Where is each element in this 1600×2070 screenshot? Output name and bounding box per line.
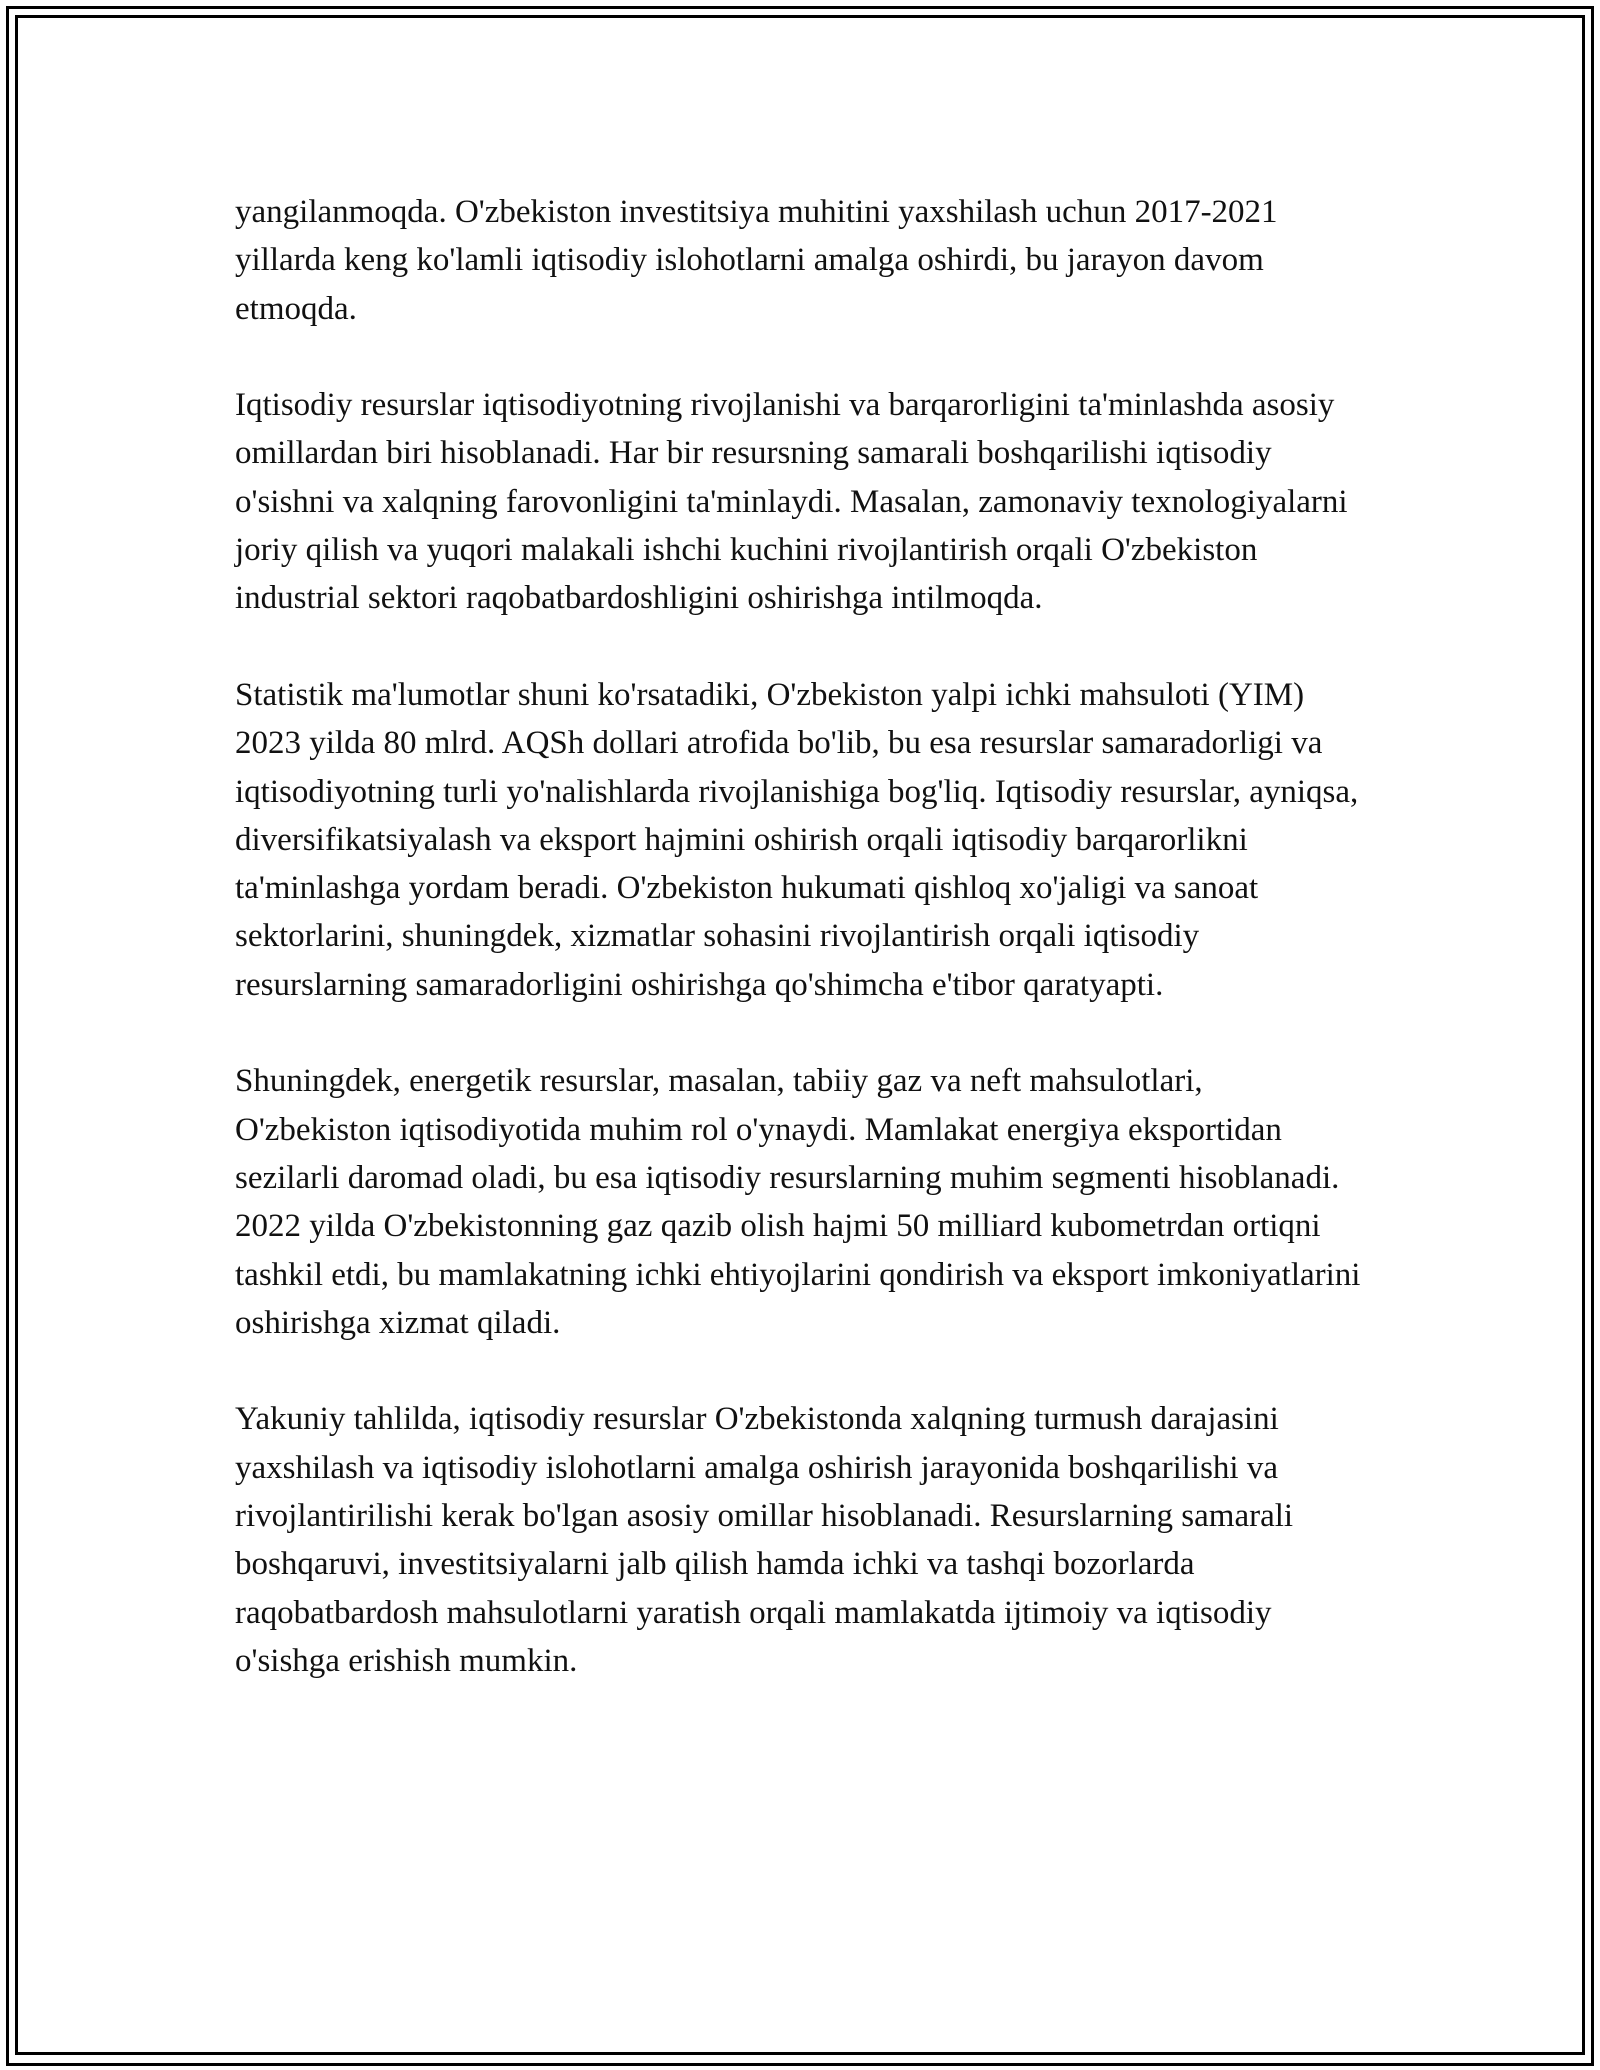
paragraph-5: Yakuniy tahlilda, iqtisodiy resurslar O'zbekistonda xalqning turmush darajasini yaxshilash va iqtisodiy islohotlarni amalga oshirish jarayonida boshqarilishi va rivojlantirilishi kerak bo'lgan asosiy omillar hisoblanadi. Resurslarning samarali boshqaruvi, investitsiyalarni jalb qilish hamda ichki va tashqi bozorlarda raqobatbardosh mahsulotlarni yaratish orqali mamlakatda ijtimoiy va iqtisodiy o'sishga erishish mumkin.	[235, 1401, 1294, 1679]
paragraph-4: Shuningdek, energetik resurslar, masalan, tabiiy gaz va neft mahsulotlari, O'zbekiston iqtisodiyotida muhim rol o'ynaydi. Mamlakat energiya eksportidan sezilarli daromad oladi, bu esa iqtisodiy resurslarning muhim segmenti hisoblanadi. 2022 yilda O'zbekistonning gaz qazib olish hajmi 50 milliard kubometrdan ortiqni tashkil etdi, bu mamlakatning ichki ehtiyojlarini qondirish va eksport imkoniyatlarini oshirishga xizmat qiladi.	[235, 1063, 1361, 1341]
paragraph-3: Statistik ma'lumotlar shuni ko'rsatadiki, O'zbekiston yalpi ichki mahsuloti (YIM) 2023 yilda 80 mlrd. AQSh dollari atrofida bo'lib, bu esa resurslar samaradorligi va iqtisodiyotning turli yo'nalishlarda rivojlanishiga bog'liq. Iqtisodiy resurslar, ayniqsa, diversifikatsiyalash va eksport hajmini oshirish orqali iqtisodiy barqarorlikni ta'minlashga yordam beradi. O'zbekiston hukumati qishloq xo'jaligi va sanoat sektorlarini, shuningdek, xizmatlar sohasini rivojlantirish orqali iqtisodiy resurslarning samaradorligini oshirishga qo'shimcha e'tibor qaratyapti.	[235, 676, 1359, 1003]
paragraph-2: Iqtisodiy resurslar iqtisodiyotning rivojlanishi va barqarorligini ta'minlashda asosiy omillardan biri hisoblanadi. Har bir resursning samarali boshqarilishi iqtisodiy o'sishni va xalqning farovonligini ta'minlaydi. Masalan, zamonaviy texnologiyalarni joriy qilish va yuqori malakali ishchi kuchini rivojlantirish orqali O'zbekiston industrial sektori raqobatbardoshligini oshirishga intilmoqda.	[235, 387, 1348, 617]
document-body	[235, 188, 1365, 1685]
paragraph-1: yangilanmoqda. O'zbekiston investitsiya muhitini yaxshilash uchun 2017-2021 yillarda keng ko'lamli iqtisodiy islohotlarni amalga oshirdi, bu jarayon davom etmoqda.	[235, 194, 1278, 327]
